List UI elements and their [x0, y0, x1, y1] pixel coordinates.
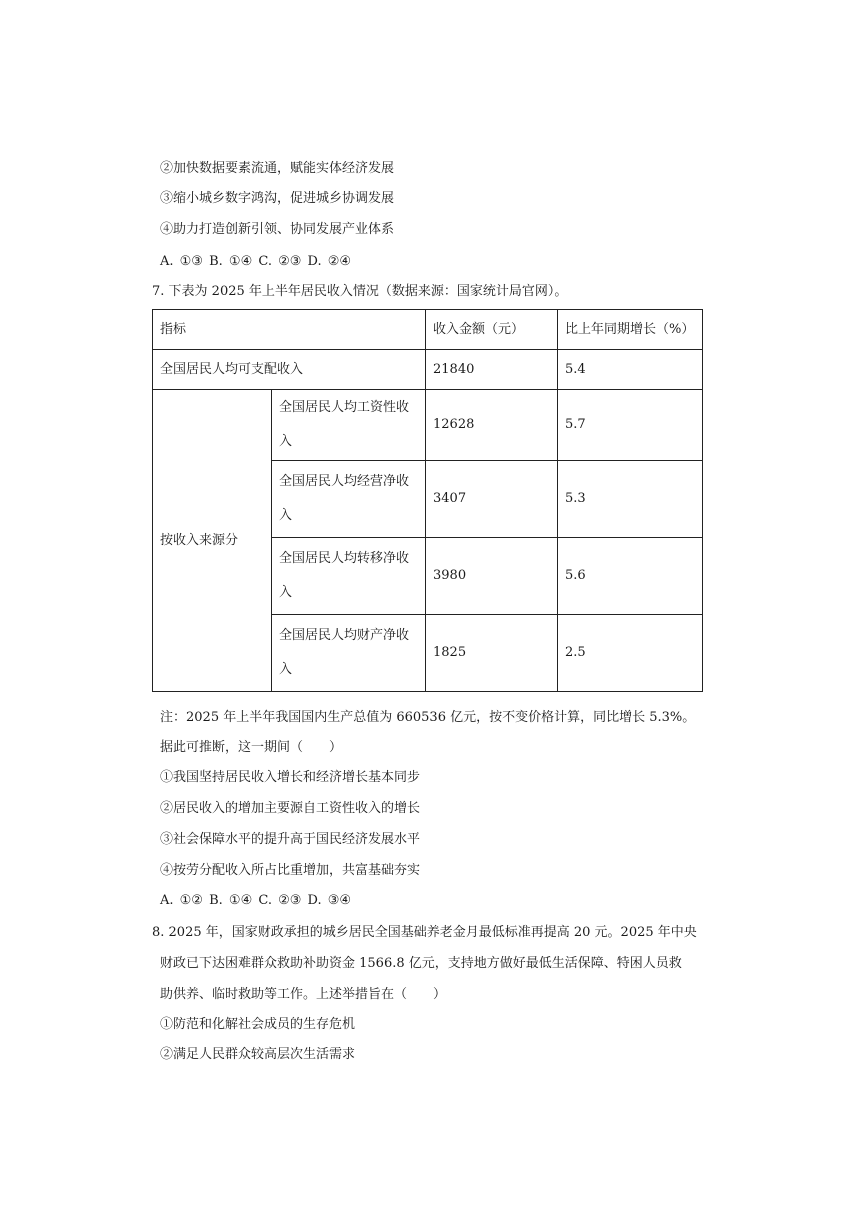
q8-option-1: ①防范和化解社会成员的生存危机: [160, 1017, 356, 1032]
q7-option-4: ④按劳分配收入所占比重增加，共富基础夯实: [160, 863, 421, 878]
q7-choices: A. ①② B. ①④ C. ②③ D. ③④: [160, 893, 352, 908]
row-label: 全国居民人均经营净收入: [272, 461, 426, 538]
q7-option-3: ③社会保障水平的提升高于国民经济发展水平: [160, 832, 421, 847]
q8-stem-line-2: 财政已下达困难群众救助补助资金 1566.8 亿元，支持地方做好最低生活保障、特困人员救: [160, 956, 682, 971]
q6-option-3: ③缩小城乡数字鸿沟，促进城乡协调发展: [160, 191, 395, 206]
header-amount: 收入金额（元）: [426, 310, 558, 350]
q6-option-2: ②加快数据要素流通，赋能实体经济发展: [160, 161, 395, 176]
row-growth: 5.3: [558, 461, 703, 538]
row-amount: 12628: [426, 390, 558, 461]
row-growth: 2.5: [558, 615, 703, 692]
q8-option-2: ②满足人民群众较高层次生活需求: [160, 1047, 356, 1062]
income-table: [152, 309, 703, 692]
table-row-total: [153, 350, 703, 390]
row-amount: 3407: [426, 461, 558, 538]
q7-option-1: ①我国坚持居民收入增长和经济增长基本同步: [160, 770, 421, 785]
row-label: 全国居民人均财产净收入: [272, 615, 426, 692]
q7-note: 注：2025 年上半年我国国内生产总值为 660536 亿元，按不变价格计算，同比增长 5.3%。: [160, 710, 696, 725]
header-indicator: 指标: [153, 310, 426, 350]
total-label: 全国居民人均可支配收入: [153, 350, 426, 390]
table-row: [153, 390, 703, 461]
row-amount: 3980: [426, 538, 558, 615]
table-header-row: [153, 310, 703, 350]
q6-choices: A. ①③ B. ①④ C. ②③ D. ②④: [160, 254, 352, 269]
header-growth: 比上年同期增长（%）: [558, 310, 703, 350]
q7-question: 据此可推断，这一期间（ ）: [160, 740, 343, 755]
q6-option-4: ④助力打造创新引领、协同发展产业体系: [160, 222, 395, 237]
total-amount: 21840: [426, 350, 558, 390]
q8-stem-line-1: 8. 2025 年，国家财政承担的城乡居民全国基础养老金月最低标准再提高 20 元。2025 年中央: [152, 925, 697, 940]
row-growth: 5.6: [558, 538, 703, 615]
row-label: 全国居民人均转移净收入: [272, 538, 426, 615]
group-label: 按收入来源分: [153, 390, 272, 692]
row-amount: 1825: [426, 615, 558, 692]
total-growth: 5.4: [558, 350, 703, 390]
q7-option-2: ②居民收入的增加主要源自工资性收入的增长: [160, 801, 421, 816]
q7-stem: 7. 下表为 2025 年上半年居民收入情况（数据来源：国家统计局官网）。: [152, 284, 568, 299]
q8-stem-line-3: 助供养、临时救助等工作。上述举措旨在（ ）: [160, 987, 447, 1002]
row-label: 全国居民人均工资性收入: [272, 390, 426, 461]
row-growth: 5.7: [558, 390, 703, 461]
